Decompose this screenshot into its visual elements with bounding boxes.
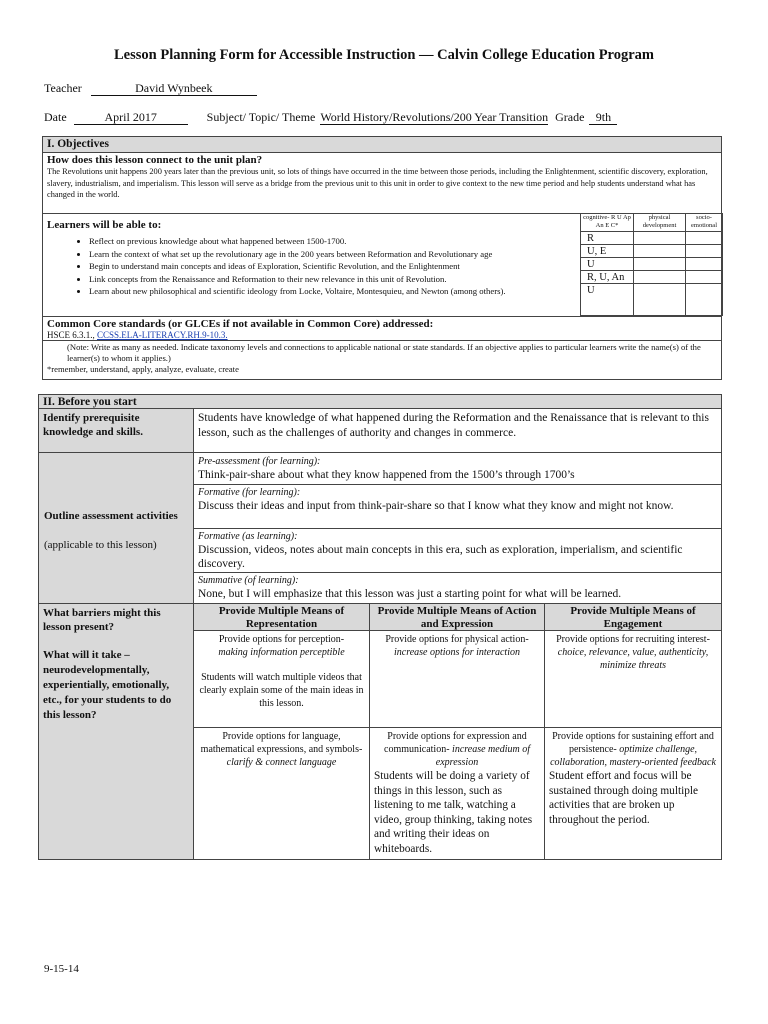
prereq-label-cell [38, 408, 194, 453]
col-physical: physical development [633, 213, 686, 232]
assessment-text: Think-pair-share about what they know happened from the 1500’s through 1700’s [198, 469, 575, 481]
empty-cell [685, 257, 723, 271]
unit-text: The Revolutions unit happens 200 years later than the previous unit, so lots of things have occurred in the time between those periods, including the Enlightenment, scientific discovery, exploration, slavery, industrialism, and imperialism. This lesson will serve as a bridge from the previous unit to this unit in order to give context to the new time period and help students understand what has changed in the world. [47, 167, 708, 199]
assessment-text: None, but I will emphasize that this lesson was just a starting point for what will be learned. [198, 588, 622, 600]
recruiting-interest-goal: choice, relevance, value, authenticity, minimize threats [557, 647, 709, 671]
perception-plan: Students will watch multiple videos that clearly explain some of the main ideas in this lesson. [199, 672, 364, 709]
code-cell: U [580, 283, 634, 316]
barriers-label-cell [38, 603, 194, 860]
list-item: • Learn about new philosophical and scientific ideology from Locke, Voltaire, Montesquieu, and Newton (among others). [89, 285, 559, 297]
perception-cell [193, 630, 370, 728]
barriers-question: What barriers might this lesson present? [43, 607, 161, 633]
note-text: (Note: Write as many as needed. Indicate taxonomy levels and connections to applicable national or state standards. If an objective applies to particular learners write the name(s) of the learner(s) to whom it applies.) [67, 342, 701, 363]
code-cell: R [580, 231, 634, 245]
list-item: • Begin to understand main concepts and ideas of Exploration, Scientific Revolution, and the Enlightenment [89, 260, 559, 273]
prereq-label: Identify prerequisite knowledge and skills. [43, 412, 143, 438]
code-cell: R, U, An [580, 270, 634, 284]
before-header: II. Before you start [38, 394, 722, 409]
col-representation-header: Provide Multiple Means of Representation [193, 603, 370, 631]
empty-cell [633, 231, 686, 245]
list-item: • Learn the context of what set up the revolutionary age in the 200 years between Reformation and Revolutionary age [89, 248, 559, 261]
sustaining-effort-plan: Student effort and focus will be sustained through doing multiple activities that are broken up throughout the period. [549, 770, 699, 826]
recruiting-interest-cell [544, 630, 722, 728]
assessment-label: Formative (for learning): [198, 487, 301, 498]
core-header: Common Core standards (or GLCEs if not available in Common Core) addressed: [47, 318, 434, 330]
expression-cell [369, 727, 545, 860]
language-option [198, 730, 365, 769]
language-goal: clarify & connect language [226, 757, 337, 768]
perception-goal: making information perceptible [218, 647, 345, 658]
assessment-text: Discussion, videos, notes about main concepts in this era, such as exploration, imperialism, and scientific discovery. [198, 544, 683, 570]
recruiting-interest-label: Provide options for recruiting interest- [556, 634, 710, 645]
assess-label-cell [38, 452, 194, 604]
language-label: Provide options for language, mathematical expressions, and symbols- [200, 731, 363, 755]
empty-cell [685, 270, 723, 284]
list-item: • Reflect on previous knowledge about what happened between 1500-1700. [89, 235, 559, 248]
expression-goal: increase medium of expression [435, 744, 530, 768]
col-action-header: Provide Multiple Means of Action and Expression [369, 603, 545, 631]
common-core-block [43, 317, 721, 341]
sustaining-effort-label: Provide options for sustaining effort and persistence- [552, 731, 714, 755]
core-prefix: HSCE 6.3.1., [47, 330, 98, 340]
code-cell: U [580, 257, 634, 271]
unit-connection [43, 153, 721, 214]
learners-list [47, 235, 559, 298]
subject-label: Subject/ Topic/ Theme [206, 110, 316, 124]
physical-action-option: Provide options for physical action- [385, 634, 529, 645]
physical-action-goal: increase options for interaction [393, 647, 520, 658]
empty-cell [633, 283, 686, 316]
perception-option: Provide options for perception- [218, 634, 345, 645]
core-standard-link[interactable]: CCSS.ELA-LITERACY.RH.9-10.3. [97, 330, 228, 340]
empty-cell [685, 283, 723, 316]
assess-label: Outline assessment activities [44, 510, 178, 522]
code-cell: U, E [580, 244, 634, 258]
prereq-text: Students have knowledge of what happened during the Reformation and the Renaissance that is relevant to this lesson, such as the challenges of authority and changes in commerce. [193, 408, 722, 453]
assessment-label: Summative (of learning): [198, 575, 299, 586]
expression-plan: Students will be doing a variety of things in this lesson, such as listening to me talk, watching a video, group thinking, taking notes and writing their ideas on whiteboards. [374, 770, 533, 855]
assess-sub: (applicable to this lesson) [44, 539, 157, 551]
objectives-section [42, 136, 722, 380]
date-label: Date [44, 110, 67, 124]
col-engagement-header: Provide Multiple Means of Engagement [544, 603, 722, 631]
teacher-label: Teacher [44, 81, 82, 95]
date-value: April 2017 [74, 110, 188, 125]
assessment-summative [193, 572, 722, 604]
date-subject-line [44, 110, 617, 125]
grade-value: 9th [589, 110, 617, 125]
col-cognitive: cognitive- R U Ap An E C* [580, 213, 634, 232]
empty-cell [633, 270, 686, 284]
sustaining-effort-goal: optimize challenge, collaboration, mastery-oriented feedback [550, 744, 716, 768]
learners-block [43, 214, 721, 317]
objectives-header: I. Objectives [43, 137, 721, 153]
assessment-formative-for [193, 484, 722, 529]
col-socio: socio-emotional [685, 213, 723, 232]
physical-action-cell [369, 630, 545, 728]
empty-cell [685, 244, 723, 258]
footnote-text: *remember, understand, apply, analyze, evaluate, create [47, 364, 239, 374]
expression-option [374, 730, 540, 769]
assessment-label: Formative (as learning): [198, 531, 298, 542]
sustaining-effort-cell [544, 727, 722, 860]
assessment-text: Discuss their ideas and input from think-pair-share so that I know what they know and might not know. [198, 500, 674, 512]
empty-cell [633, 244, 686, 258]
unit-question: How does this lesson connect to the unit plan? [47, 154, 263, 166]
subject-value: World History/Revolutions/200 Year Transition [320, 110, 549, 124]
page-title: Lesson Planning Form for Accessible Instruction — Calvin College Education Program [114, 47, 654, 63]
take-question: What will it take – neurodevelopmentally, experientially, emotionally, etc., for your students to do this lesson? [43, 649, 172, 721]
recruiting-interest-option [549, 633, 717, 672]
empty-cell [633, 257, 686, 271]
sustaining-effort-option [549, 730, 717, 769]
assessment-formative-as [193, 528, 722, 573]
assessment-label: Pre-assessment (for learning): [198, 456, 321, 467]
grade-label: Grade [555, 110, 585, 124]
footer-date: 9-15-14 [44, 963, 79, 975]
empty-cell [685, 231, 723, 245]
assessment-pre [193, 452, 722, 485]
language-cell [193, 727, 370, 860]
core-standards [47, 330, 717, 340]
teacher-line [44, 81, 257, 96]
taxonomy-grid [580, 213, 722, 316]
list-item: • Link concepts from the Renaissance and Reformation to their new relevance in this unit of Revolution. [89, 273, 559, 286]
learners-label: Learners will be able to: [47, 219, 162, 231]
expression-label: Provide options for expression and communication- [384, 731, 527, 755]
teacher-value: David Wynbeek [91, 81, 257, 96]
